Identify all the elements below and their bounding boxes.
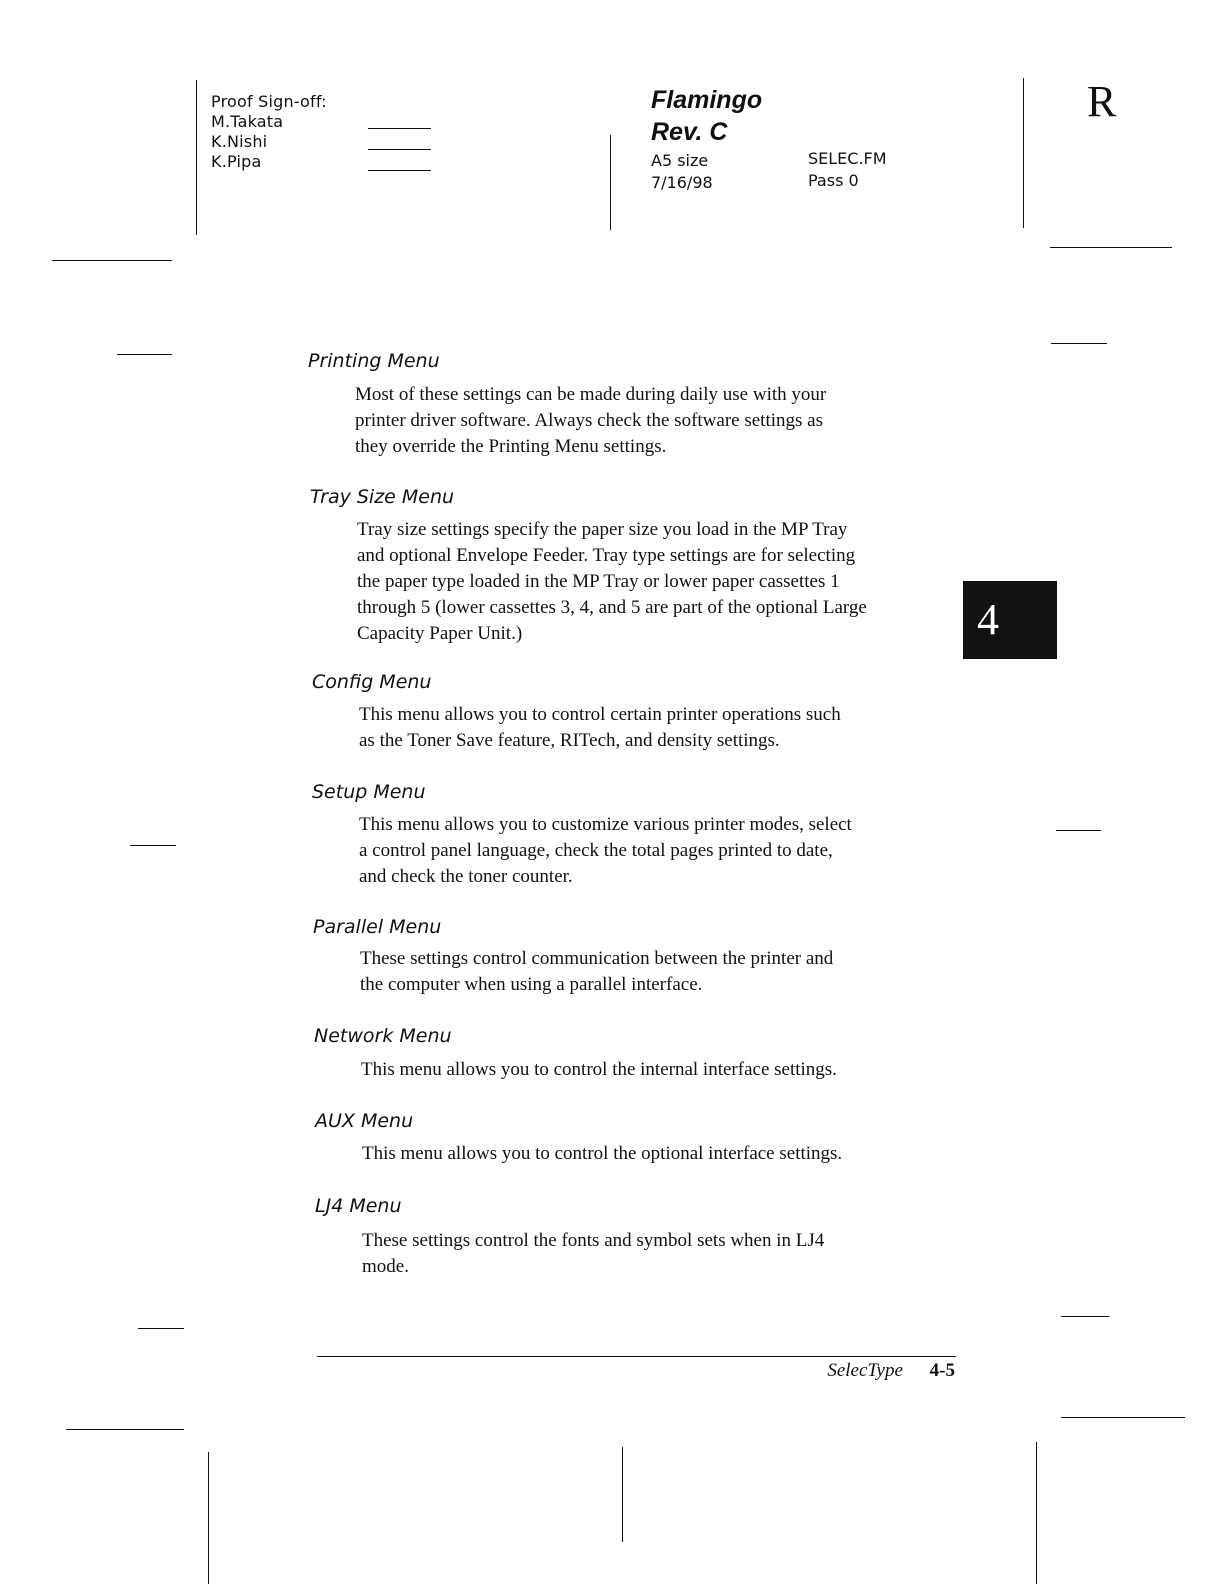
running-footer: [827, 1360, 955, 1382]
body-line: Tray size settings specify the paper size you load in the MP Tray: [357, 519, 848, 540]
crop-mark: [52, 260, 172, 261]
file-name: SELEC.FM: [808, 149, 887, 168]
body-line: the computer when using a parallel interface.: [360, 974, 703, 995]
crop-mark: [1056, 830, 1101, 831]
body-line: mode.: [362, 1256, 409, 1277]
section-heading: Tray Size Menu: [310, 486, 455, 508]
section-heading: Parallel Menu: [313, 916, 442, 938]
body-line: they override the Printing Menu settings.: [355, 436, 667, 457]
header-center-rule: [610, 135, 611, 230]
body-line: This menu allows you to control the internal interface settings.: [361, 1059, 837, 1080]
crop-mark: [66, 1429, 184, 1430]
crop-mark: [1051, 343, 1107, 344]
header-left-rule: [196, 80, 197, 235]
signature-blank: [368, 170, 431, 171]
crop-mark: [1061, 1417, 1185, 1418]
body-line: This menu allows you to control the optional interface settings.: [362, 1143, 843, 1164]
section-heading: Network Menu: [314, 1025, 452, 1047]
body-line: This menu allows you to control certain printer operations such: [359, 704, 841, 725]
right-page-mark: R: [1087, 77, 1117, 126]
crop-mark: [1050, 247, 1172, 248]
page-number: 4-5: [929, 1360, 955, 1381]
proof-signoff-label: Proof Sign-off:: [211, 92, 327, 111]
section-heading: AUX Menu: [315, 1110, 414, 1132]
body-line: printer driver software. Always check the software settings as: [355, 410, 823, 431]
chapter-tab: 4: [963, 581, 1057, 659]
crop-mark: [208, 1452, 209, 1584]
signer-name: M.Takata: [211, 112, 284, 131]
crop-mark: [1061, 1316, 1109, 1317]
body-line: Capacity Paper Unit.): [357, 623, 523, 644]
body-line: and check the toner counter.: [359, 866, 573, 887]
section-body: [359, 702, 841, 754]
body-line: as the Toner Save feature, RITech, and density settings.: [359, 730, 780, 751]
crop-mark: [138, 1328, 184, 1329]
body-line: This menu allows you to customize various printer modes, select: [359, 814, 852, 835]
header-right-rule: [1023, 78, 1024, 228]
section-body: [357, 517, 867, 647]
footer-rule: [317, 1356, 956, 1357]
section-heading: Config Menu: [312, 671, 432, 693]
project-title: Flamingo: [651, 86, 763, 114]
section-heading: Setup Menu: [312, 781, 426, 803]
crop-mark: [622, 1447, 623, 1542]
crop-mark: [1036, 1442, 1037, 1584]
section-body: [362, 1228, 824, 1280]
section-body: [360, 946, 833, 998]
section-body: [355, 382, 826, 460]
body-line: the paper type loaded in the MP Tray or lower paper cassettes 1: [357, 571, 840, 592]
body-line: through 5 (lower cassettes 3, 4, and 5 are part of the optional Large: [357, 597, 867, 618]
body-line: These settings control the fonts and symbol sets when in LJ4: [362, 1230, 825, 1251]
signer-name: K.Nishi: [211, 132, 268, 151]
proof-date: 7/16/98: [651, 173, 713, 192]
footer-title: SelecType: [827, 1360, 903, 1381]
section-heading: LJ4 Menu: [315, 1195, 402, 1217]
revision-label: Rev. C: [651, 118, 728, 146]
body-line: Most of these settings can be made during daily use with your: [355, 384, 827, 405]
section-body: [362, 1141, 842, 1167]
signature-blank: [368, 128, 431, 129]
section-body: [359, 812, 852, 890]
body-line: These settings control communication between the printer and: [360, 948, 834, 969]
crop-mark: [130, 845, 176, 846]
body-line: a control panel language, check the total pages printed to date,: [359, 840, 833, 861]
signer-name: K.Pipa: [211, 152, 262, 171]
signature-blank: [368, 149, 431, 150]
paper-size: A5 size: [651, 151, 709, 170]
crop-mark: [117, 354, 172, 355]
section-heading: Printing Menu: [308, 350, 440, 372]
pass-number: Pass 0: [808, 171, 859, 190]
body-line: and optional Envelope Feeder. Tray type settings are for selecting: [357, 545, 856, 566]
section-body: [361, 1057, 837, 1083]
